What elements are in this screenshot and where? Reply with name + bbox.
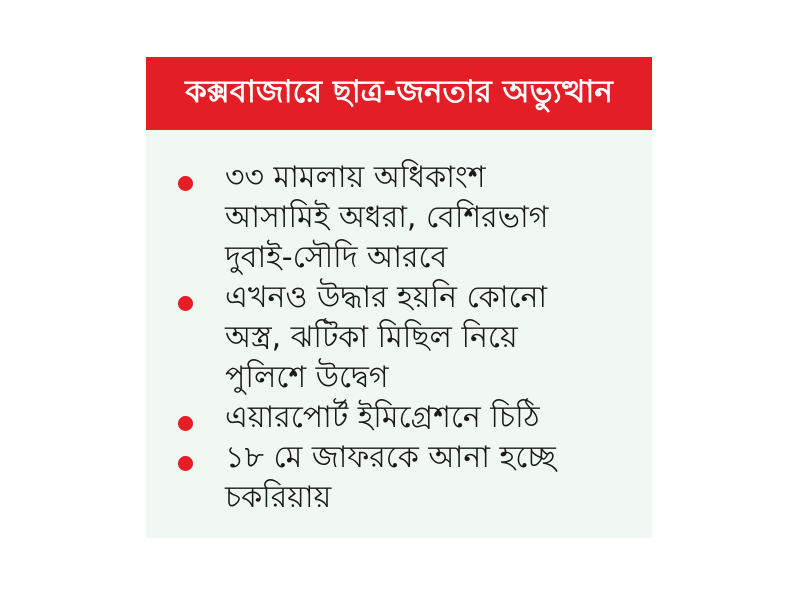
list-item-line: এয়ারপোর্ট ইমিগ্রেশনে চিঠি bbox=[225, 400, 540, 435]
list-item-text bbox=[225, 398, 540, 438]
bullet-list bbox=[146, 130, 652, 518]
news-box bbox=[146, 57, 652, 538]
list-item-line: দুবাই-সৌদি আরবে bbox=[225, 240, 448, 275]
list-item-line: আসামিই অধরা, বেশিরভাগ bbox=[225, 200, 549, 235]
list-item-line: পুলিশে উদ্বেগ bbox=[225, 360, 389, 395]
bullet-dot-icon bbox=[178, 456, 193, 471]
list-item-line: ৩৩ মামলায় অধিকাংশ bbox=[225, 160, 486, 195]
list-item bbox=[178, 158, 632, 278]
list-item bbox=[178, 398, 632, 438]
list-item-line: অস্ত্র, ঝটিকা মিছিল নিয়ে bbox=[225, 320, 518, 355]
box-title: কক্সবাজারে ছাত্র-জনতার অভ্যুত্থান bbox=[146, 57, 652, 130]
bullet-dot-icon bbox=[178, 176, 193, 191]
list-item-line: ১৮ মে জাফরকে আনা হচ্ছে bbox=[225, 440, 556, 475]
list-item-text bbox=[225, 278, 547, 398]
list-item-line: চকরিয়ায় bbox=[225, 480, 332, 515]
list-item-text bbox=[225, 438, 556, 518]
list-item-line: এখনও উদ্ধার হয়নি কোনো bbox=[225, 280, 548, 315]
list-item bbox=[178, 278, 632, 398]
list-item-text bbox=[225, 158, 548, 278]
bullet-dot-icon bbox=[178, 296, 193, 311]
list-item bbox=[178, 438, 632, 518]
bullet-dot-icon bbox=[178, 416, 193, 431]
